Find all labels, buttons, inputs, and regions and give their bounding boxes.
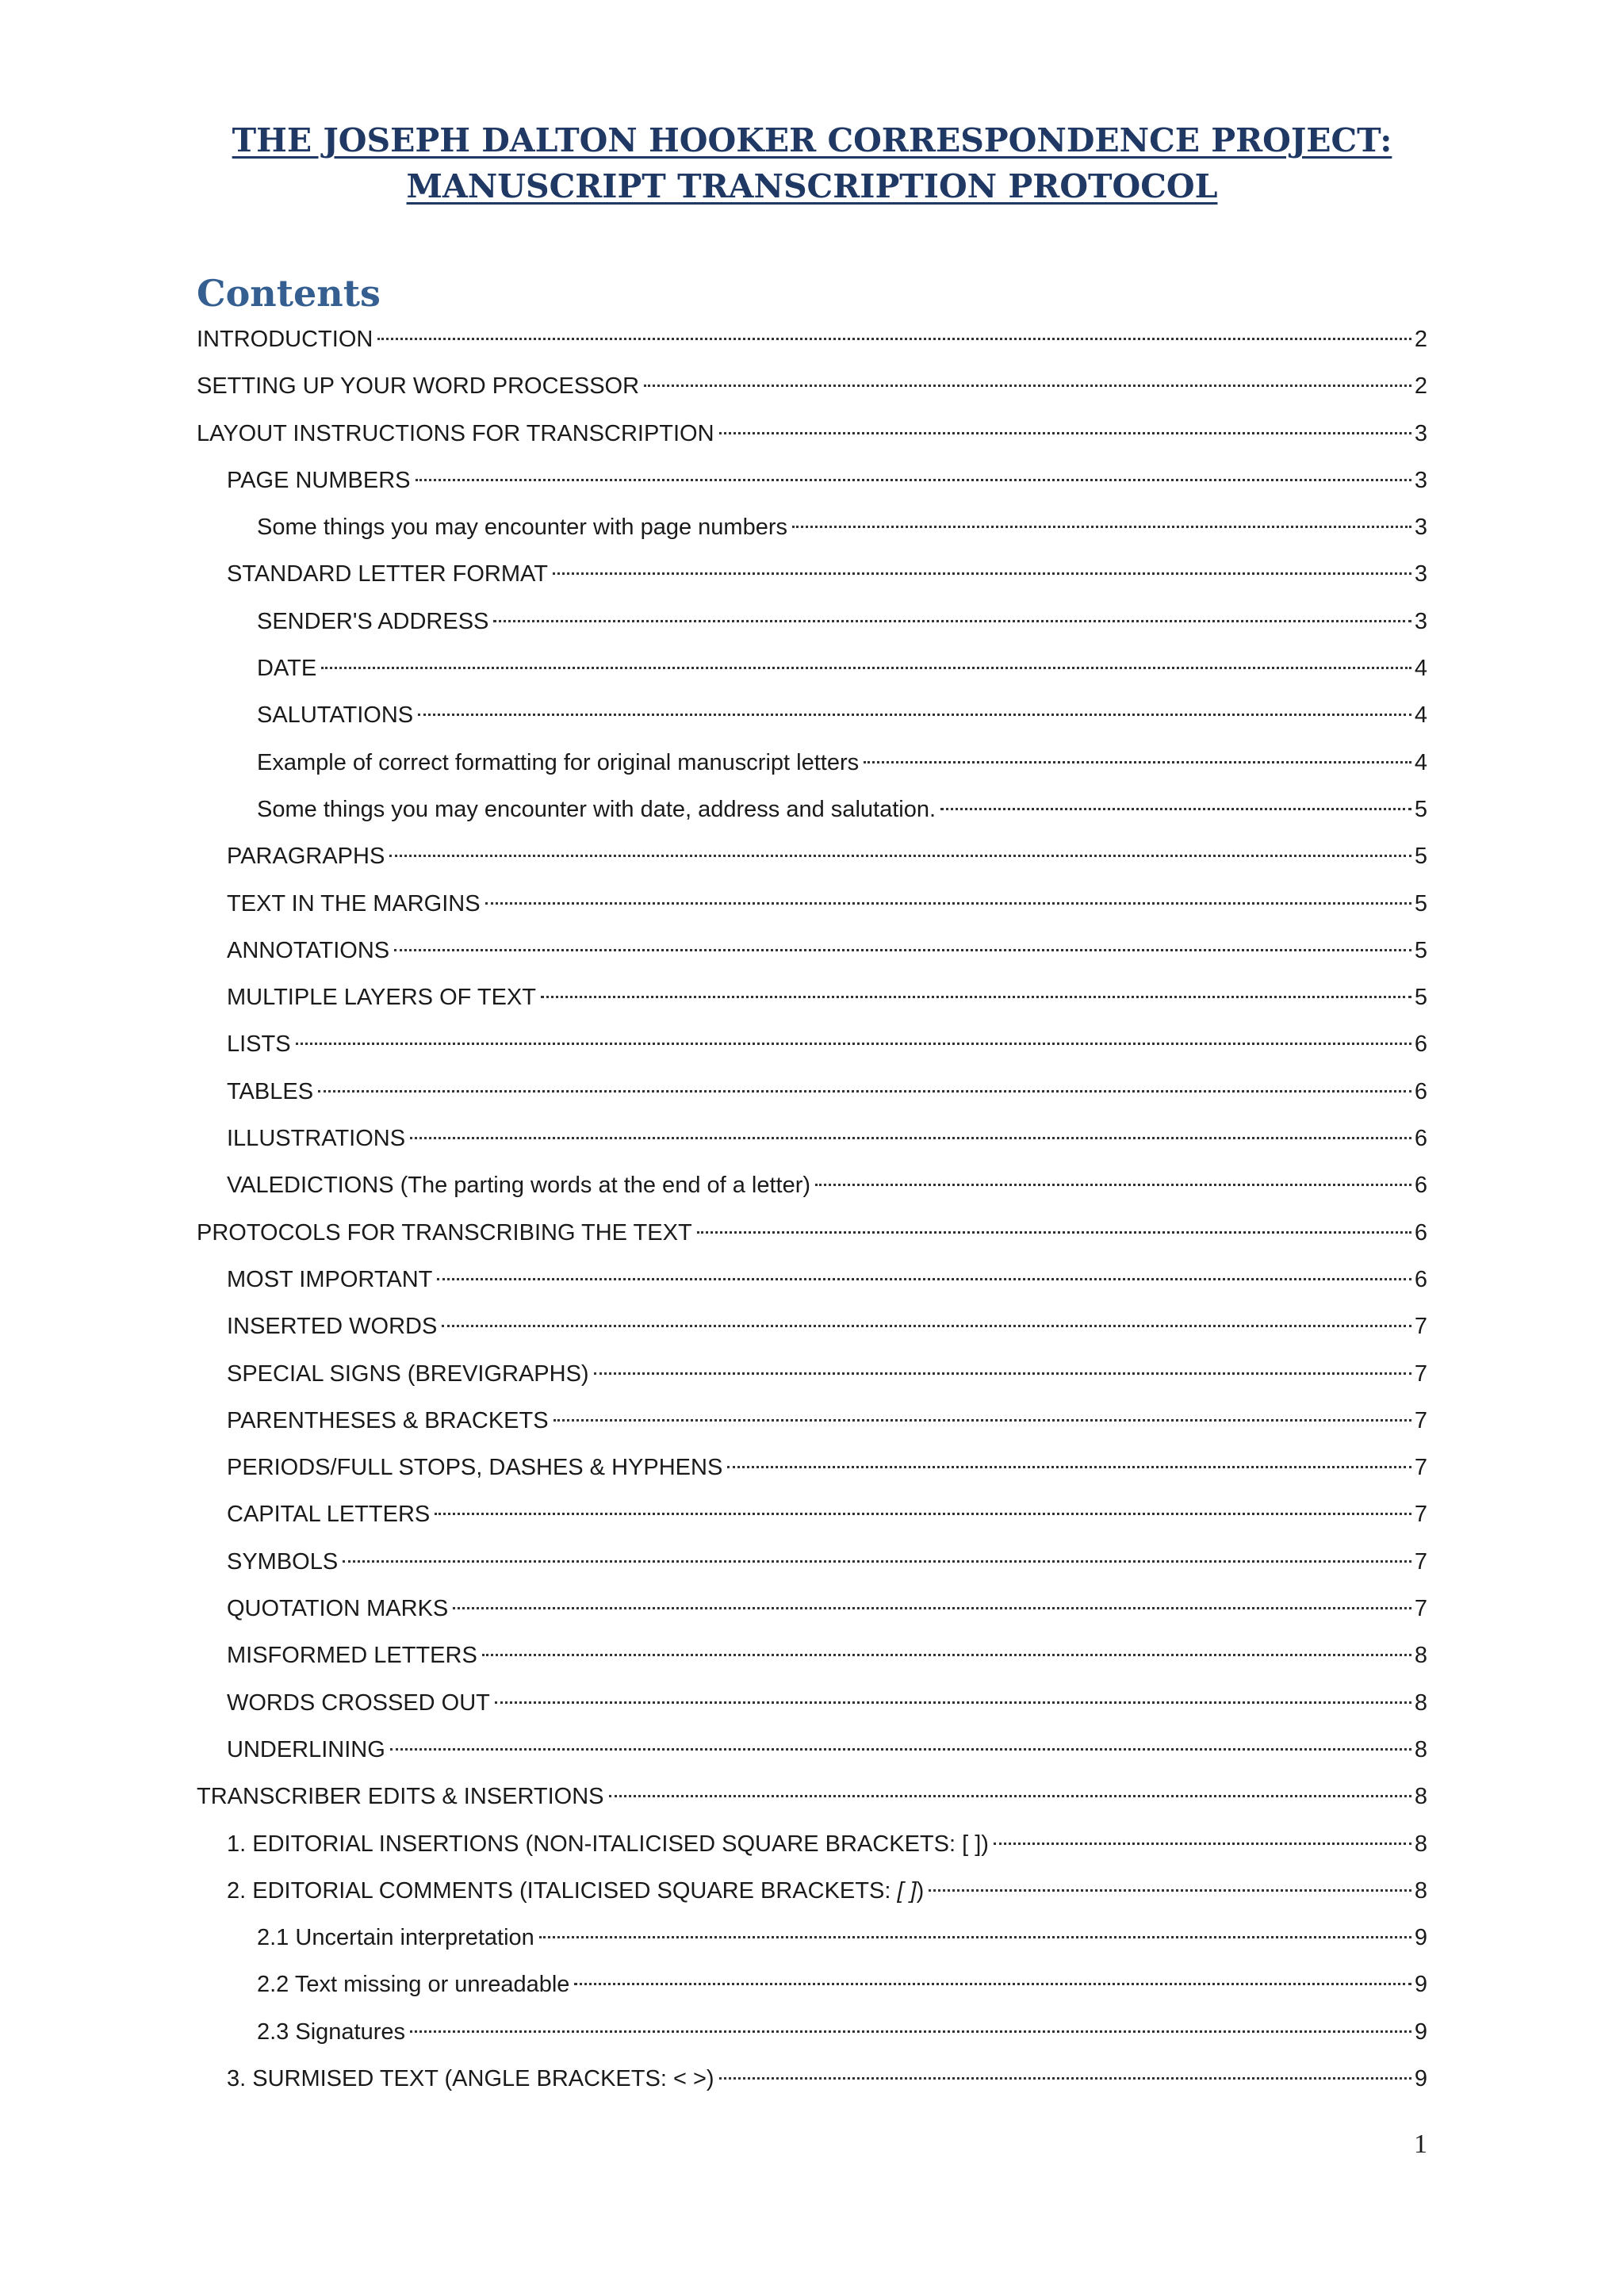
- toc-page-number: 5: [1414, 796, 1427, 822]
- toc-entry[interactable]: [197, 369, 1427, 415]
- toc-entry[interactable]: [197, 1591, 1427, 1638]
- toc-entry[interactable]: [197, 1732, 1427, 1779]
- toc-entry[interactable]: [197, 1686, 1427, 1732]
- toc-dot-leader: [485, 902, 1411, 905]
- toc-dot-leader: [410, 1137, 1411, 1139]
- toc-page-number: 6: [1414, 1219, 1427, 1246]
- toc-entry[interactable]: [197, 557, 1427, 603]
- toc-entry-title: LAYOUT INSTRUCTIONS FOR TRANSCRIPTION: [197, 420, 714, 446]
- toc-entry-title: ILLUSTRATIONS: [227, 1126, 406, 1152]
- toc-entry[interactable]: [197, 1027, 1427, 1073]
- toc-entry[interactable]: [197, 463, 1427, 510]
- toc-entry-title: 3. SURMISED TEXT (ANGLE BRACKETS: < >): [227, 2065, 714, 2091]
- toc-entry-title: SYMBOLS: [227, 1548, 339, 1575]
- toc-entry[interactable]: [197, 1638, 1427, 1685]
- toc-dot-leader: [390, 1748, 1411, 1751]
- toc-page-number: 7: [1414, 1548, 1427, 1575]
- toc-dot-leader: [994, 1843, 1411, 1845]
- toc-page-number: 5: [1414, 890, 1427, 916]
- toc-dot-leader: [418, 714, 1411, 716]
- toc-entry-title: 2.1 Uncertain interpretation: [257, 1925, 534, 1951]
- toc-dot-leader: [719, 432, 1411, 434]
- toc-page-number: 9: [1414, 1925, 1427, 1951]
- toc-dot-leader: [594, 1372, 1411, 1375]
- toc-dot-leader: [394, 949, 1411, 951]
- toc-entry[interactable]: [197, 1074, 1427, 1121]
- toc-page-number: 3: [1414, 420, 1427, 446]
- toc-entry[interactable]: [197, 1544, 1427, 1591]
- toc-entry-title: 2. EDITORIAL COMMENTS (ITALICISED SQUARE BRACKETS: [ ]): [227, 1877, 925, 1904]
- toc-page-number: 9: [1414, 2019, 1427, 2045]
- toc-dot-leader: [553, 1419, 1411, 1422]
- toc-entry[interactable]: [197, 980, 1427, 1027]
- toc-page-number: 2: [1414, 327, 1427, 352]
- toc-entry[interactable]: [197, 651, 1427, 698]
- toc-entry-title: MULTIPLE LAYERS OF TEXT: [227, 985, 536, 1011]
- toc-entry-title: STANDARD LETTER FORMAT: [227, 561, 548, 587]
- toc-entry-title: TABLES: [227, 1078, 314, 1104]
- toc-entry-title: TRANSCRIBER EDITS & INSERTIONS: [197, 1784, 604, 1810]
- toc-dot-leader: [541, 996, 1411, 998]
- toc-entry-title: MISFORMED LETTERS: [227, 1643, 477, 1669]
- toc-entry[interactable]: [197, 886, 1427, 933]
- toc-entry[interactable]: [197, 933, 1427, 980]
- toc-entry-title: UNDERLINING: [227, 1736, 385, 1762]
- toc-entry-title: 1. EDITORIAL INSERTIONS (NON-ITALICISED SQUARE BRACKETS: [ ]): [227, 1831, 989, 1857]
- toc-entry[interactable]: [197, 1967, 1427, 2014]
- toc-page-number: 6: [1414, 1078, 1427, 1104]
- table-of-contents: [197, 322, 1427, 2108]
- toc-entry[interactable]: [197, 604, 1427, 651]
- toc-entry[interactable]: [197, 745, 1427, 792]
- toc-entry-title: QUOTATION MARKS: [227, 1596, 449, 1622]
- page-number: 1: [1414, 2130, 1427, 2159]
- toc-entry-title: MOST IMPORTANT: [227, 1266, 433, 1292]
- toc-entry[interactable]: [197, 1215, 1427, 1262]
- toc-entry-title: 2.3 Signatures: [257, 2019, 406, 2045]
- toc-dot-leader: [574, 1983, 1411, 1985]
- contents-heading: Contents: [197, 272, 381, 315]
- toc-page-number: 8: [1414, 1643, 1427, 1669]
- toc-dot-leader: [437, 1278, 1411, 1280]
- toc-entry-title: LISTS: [227, 1031, 291, 1058]
- toc-dot-leader: [318, 1090, 1411, 1093]
- toc-page-number: 8: [1414, 1736, 1427, 1762]
- toc-entry[interactable]: [197, 1920, 1427, 1967]
- toc-page-number: 7: [1414, 1502, 1427, 1528]
- toc-entry[interactable]: [197, 1309, 1427, 1356]
- toc-dot-leader: [442, 1325, 1411, 1327]
- toc-entry[interactable]: [197, 1357, 1427, 1403]
- toc-dot-leader: [940, 808, 1411, 810]
- toc-entry[interactable]: [197, 1497, 1427, 1544]
- toc-entry[interactable]: [197, 1262, 1427, 1309]
- toc-entry-title: VALEDICTIONS (The parting words at the end of a letter): [227, 1173, 811, 1199]
- toc-entry-title: 2.2 Text missing or unreadable: [257, 1972, 570, 1998]
- toc-dot-leader: [416, 479, 1411, 481]
- toc-entry[interactable]: [197, 322, 1427, 369]
- toc-dot-leader: [377, 338, 1411, 340]
- toc-dot-leader: [453, 1607, 1411, 1609]
- toc-entry-title: Example of correct formatting for original manuscript letters: [257, 749, 860, 775]
- toc-dot-leader: [321, 667, 1411, 669]
- toc-page-number: 7: [1414, 1314, 1427, 1340]
- toc-entry[interactable]: [197, 698, 1427, 744]
- toc-entry-title: ANNOTATIONS: [227, 937, 390, 963]
- toc-entry-title: Some things you may encounter with date, address and salutation.: [257, 796, 936, 822]
- toc-page-number: 7: [1414, 1407, 1427, 1433]
- toc-entry[interactable]: [197, 839, 1427, 886]
- toc-entry-title: Some things you may encounter with page numbers: [257, 515, 787, 541]
- toc-page-number: 6: [1414, 1031, 1427, 1058]
- toc-dot-leader: [296, 1043, 1411, 1045]
- toc-entry-title: TEXT IN THE MARGINS: [227, 890, 481, 916]
- toc-entry-title: CAPITAL LETTERS: [227, 1502, 431, 1528]
- toc-dot-leader: [389, 855, 1411, 857]
- toc-page-number: 3: [1414, 467, 1427, 493]
- toc-entry-title: DATE: [257, 656, 317, 682]
- toc-dot-leader: [435, 1513, 1411, 1515]
- toc-page-number: 9: [1414, 1972, 1427, 1998]
- toc-dot-leader: [482, 1654, 1411, 1656]
- toc-page-number: 7: [1414, 1360, 1427, 1387]
- toc-dot-leader: [792, 526, 1411, 528]
- toc-entry-title: PAGE NUMBERS: [227, 467, 411, 493]
- toc-entry[interactable]: [197, 1403, 1427, 1450]
- toc-entry-title: WORDS CROSSED OUT: [227, 1689, 490, 1716]
- toc-dot-leader: [864, 761, 1411, 763]
- toc-entry-title: SETTING UP YOUR WORD PROCESSOR: [197, 373, 640, 400]
- toc-entry-title: PARENTHESES & BRACKETS: [227, 1407, 549, 1433]
- toc-dot-leader: [644, 385, 1411, 387]
- toc-dot-leader: [553, 572, 1411, 575]
- toc-page-number: 8: [1414, 1877, 1427, 1904]
- toc-page-number: 7: [1414, 1596, 1427, 1622]
- toc-page-number: 3: [1414, 515, 1427, 541]
- toc-dot-leader: [727, 1466, 1411, 1468]
- toc-entry-title: PARAGRAPHS: [227, 844, 385, 870]
- toc-dot-leader: [410, 2030, 1411, 2033]
- toc-entry-title: INTRODUCTION: [197, 327, 373, 352]
- toc-page-number: 2: [1414, 373, 1427, 400]
- toc-page-number: 3: [1414, 608, 1427, 634]
- toc-page-number: 5: [1414, 844, 1427, 870]
- toc-entry[interactable]: [197, 2015, 1427, 2061]
- toc-page-number: 8: [1414, 1831, 1427, 1857]
- toc-dot-leader: [815, 1184, 1411, 1186]
- toc-entry[interactable]: [197, 1779, 1427, 1826]
- toc-page-number: 6: [1414, 1126, 1427, 1152]
- toc-dot-leader: [495, 1701, 1411, 1704]
- toc-page-number: 9: [1414, 2065, 1427, 2091]
- toc-entry[interactable]: [197, 1121, 1427, 1168]
- toc-page-number: 4: [1414, 749, 1427, 775]
- toc-page-number: 4: [1414, 656, 1427, 682]
- title-line-1: THE JOSEPH DALTON HOOKER CORRESPONDENCE PROJECT:: [232, 121, 1392, 159]
- toc-dot-leader: [609, 1795, 1411, 1797]
- toc-entry[interactable]: [197, 1450, 1427, 1497]
- toc-dot-leader: [493, 620, 1411, 622]
- toc-dot-leader: [719, 2077, 1411, 2080]
- toc-page-number: 5: [1414, 937, 1427, 963]
- toc-page-number: 6: [1414, 1173, 1427, 1199]
- document-title: [0, 117, 1624, 209]
- toc-page-number: 6: [1414, 1266, 1427, 1292]
- toc-entry[interactable]: [197, 510, 1427, 557]
- toc-dot-leader: [343, 1560, 1411, 1563]
- toc-entry[interactable]: [197, 2061, 1427, 2108]
- toc-entry[interactable]: [197, 1827, 1427, 1873]
- title-line-2: MANUSCRIPT TRANSCRIPTION PROTOCOL: [406, 167, 1218, 205]
- toc-entry[interactable]: [197, 416, 1427, 463]
- toc-page-number: 8: [1414, 1689, 1427, 1716]
- toc-page-number: 5: [1414, 985, 1427, 1011]
- toc-dot-leader: [539, 1936, 1411, 1938]
- toc-entry[interactable]: [197, 1873, 1427, 1920]
- toc-dot-leader: [697, 1231, 1411, 1234]
- toc-page-number: 8: [1414, 1784, 1427, 1810]
- toc-page-number: 4: [1414, 702, 1427, 729]
- toc-entry[interactable]: [197, 792, 1427, 839]
- toc-entry-title: SENDER'S ADDRESS: [257, 608, 489, 634]
- toc-dot-leader: [929, 1889, 1411, 1892]
- toc-entry-title: PERIODS/FULL STOPS, DASHES & HYPHENS: [227, 1455, 723, 1481]
- toc-entry-title: PROTOCOLS FOR TRANSCRIBING THE TEXT: [197, 1219, 692, 1246]
- toc-entry[interactable]: [197, 1168, 1427, 1215]
- toc-entry-title: SALUTATIONS: [257, 702, 414, 729]
- toc-entry-title: INSERTED WORDS: [227, 1314, 438, 1340]
- toc-entry-title: SPECIAL SIGNS (BREVIGRAPHS): [227, 1360, 589, 1387]
- toc-page-number: 3: [1414, 561, 1427, 587]
- toc-page-number: 7: [1414, 1455, 1427, 1481]
